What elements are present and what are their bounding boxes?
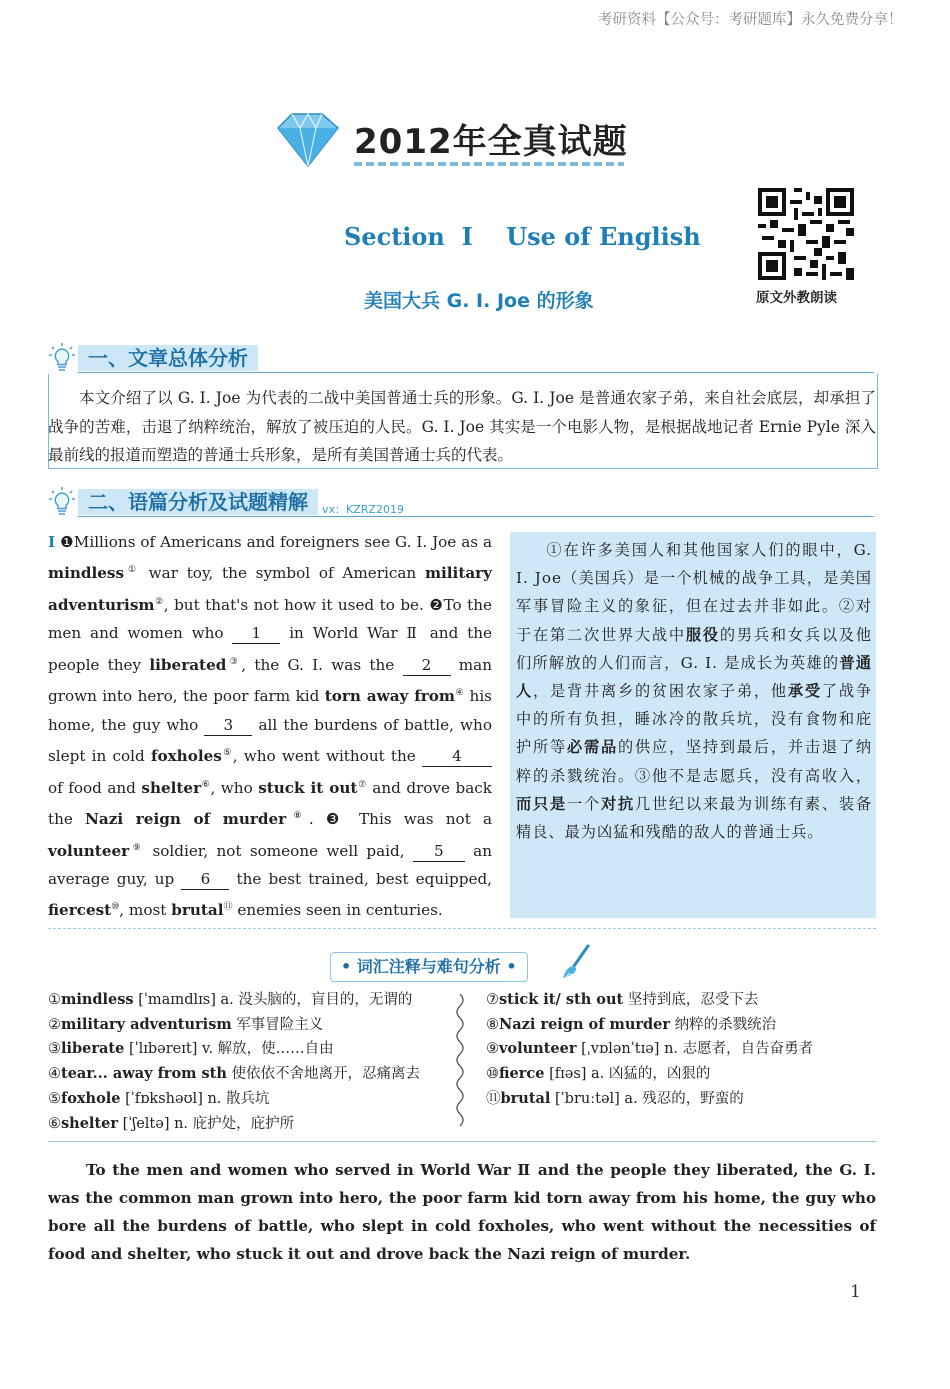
intro-paragraph: 本文介绍了以 G. I. Joe 为代表的二战中美国普通士兵的形象。G. I. Joe 是普通农家子弟，来自社会底层，却承担了战争的苦难，击退了纳粹统治，解放了被压迫的人民。G. I. Joe 其实是一个电影人物，是根据战地记者 Ernie Pyle 深入最前线的报道而塑造的普通士兵形象，是所有美国普通士兵的代表。 [48, 389, 876, 464]
vocab-item: ②military adventurism 军事冒险主义 [48, 1015, 324, 1033]
sentence-number: ❸ [325, 810, 347, 829]
qr-code-icon[interactable] [758, 188, 854, 280]
key-word: foxholes [150, 747, 222, 766]
page-title: 2012年全真试题 [354, 122, 628, 162]
paragraph-roman-numeral: Ⅰ [48, 533, 56, 551]
translation-text: ①在许多美国人和其他国家人们的眼中，G. I. Joe（美国兵）是一个机械的战争工具，是美国军事冒险主义的象征，但在过去并非如此。②对于在第二次世界大战中服役的男兵和女兵以及他们所解放的人们而言，G. I. 是成长为英雄的普通人，是背井离乡的贫困农家子弟，他承受了战争中的所有负担，睡冰冷的散兵坑，没有食物和庇护所等必需品的供应，坚持到最后，并击退了纳粹的杀戮统治。③他不是志愿兵，没有高收入，而只是一个对抗几世纪以来最为训练有素、装备精良、最为凶猛和残酷的敌人的普通士兵。 [516, 541, 873, 842]
qr-caption: 原文外教朗读 [756, 290, 837, 306]
page-number: 1 [850, 1282, 861, 1302]
english-passage: Ⅰ ❶Millions of Americans and foreigners see G. I. Joe as a mindless① war toy, the symbol of American military adventurism②, but that's not how it used to be. ❷To the men and women who 1 in World War Ⅱ and the people they liberated③, the G. I. was the 2 man grown into hero, the poor farm kid torn away from④ his home, the guy who 3 all the burdens of battle, who slept in cold foxholes⑤, who went without the 4 of food and shelter⑥, who stuck it out⑦ and drove back the Nazi reign of murder⑧. ❸ This was not a volunteer⑨ soldier, not someone well paid, 5 an average guy, up 6 the best trained, best equipped, fiercest⑩, most brutal⑪ enemies seen in centuries. [48, 533, 493, 920]
lightbulb-icon [48, 342, 76, 374]
key-word: brutal [171, 901, 224, 920]
key-word: torn away from [324, 687, 455, 706]
sentence-number: ❶ [60, 533, 74, 551]
passage-subtitle: 美国大兵 G. I. Joe 的形象 [364, 290, 594, 312]
vocab-item: ①mindless [ˈmaɪndlɪs] a. 没头脑的，盲目的，无谓的 [48, 991, 413, 1008]
key-word: mindless [48, 564, 125, 583]
vocab-item: ⑧Nazi reign of murder 纳粹的杀戮统治 [486, 1015, 777, 1033]
key-sentence: To the men and women who served in World War Ⅱ and the people they liberated, the G. I. was the common man grown into hero, the poor farm kid torn away from his home, the guy who bore all the burdens of battle, who slept in cold foxholes, who went without the necessities of food and shelter, who stuck it out and drove back the Nazi reign of murder. [48, 1161, 876, 1263]
vocab-item: ⑦stick it/ sth out 坚持到底，忍受下去 [486, 991, 759, 1008]
key-word: Nazi reign of murder [85, 810, 287, 829]
diamond-icon [270, 110, 344, 168]
key-word: military adventurism [48, 564, 492, 614]
heading-overall-analysis [48, 340, 874, 374]
title-underline [354, 162, 624, 166]
vocab-item: ④tear... away from sth 使依依不舍地离开，忍痛离去 [48, 1065, 421, 1083]
vocab-item: ⑤foxhole [ˈfɒkshəʊl] n. 散兵坑 [48, 1089, 270, 1107]
vocab-item: ⑨volunteer [ˌvɒlənˈtɪə] n. 志愿者，自告奋勇者 [486, 1040, 814, 1058]
divider [48, 928, 876, 929]
vocab-list-left [48, 988, 448, 1136]
divider [48, 1141, 876, 1142]
heading-discourse-analysis [48, 484, 874, 518]
heading-overall-analysis-label: 一、文章总体分析 [78, 345, 258, 371]
vocab-item: ⑩fierce [fɪəs] a. 凶猛的，凶狠的 [486, 1065, 711, 1083]
answer-blank: 3 [204, 715, 252, 736]
answer-blank: 2 [403, 655, 451, 676]
vocab-list-right [486, 988, 876, 1112]
vocab-item: ⑥shelter [ˈʃeltə] n. 庇护处，庇护所 [48, 1114, 295, 1132]
section-title: Section Ⅰ Use of English [344, 222, 701, 251]
key-word: fiercest [48, 901, 112, 920]
watermark: 考研资料【公众号：考研题库】永久免费分享！ [598, 12, 903, 28]
vocab-item: ⑪brutal [ˈbruːtəl] a. 残忍的，野蛮的 [486, 1089, 744, 1107]
vocab-section-title: • 词汇注释与难句分析 • [330, 952, 528, 982]
key-word: stuck it out [258, 778, 358, 797]
answer-blank: 6 [181, 869, 229, 890]
sentence-number: ❷ [429, 595, 444, 614]
answer-blank: 1 [232, 623, 280, 644]
key-word: volunteer [48, 841, 130, 860]
vocab-item: ③liberate [ˈlɪbəreɪt] v. 解放，使……自由 [48, 1040, 334, 1058]
answer-blank: 5 [413, 841, 465, 862]
wx-mark: vx：KZRZ2019 [322, 503, 404, 516]
lightbulb-icon [48, 486, 76, 518]
key-word: liberated [149, 655, 227, 674]
brush-icon [560, 944, 592, 980]
key-word: shelter [141, 778, 202, 797]
answer-blank: 4 [422, 746, 492, 767]
title-block [270, 110, 690, 170]
squiggle-divider [452, 994, 468, 1130]
heading-discourse-analysis-label: 二、语篇分析及试题精解 [78, 489, 318, 515]
